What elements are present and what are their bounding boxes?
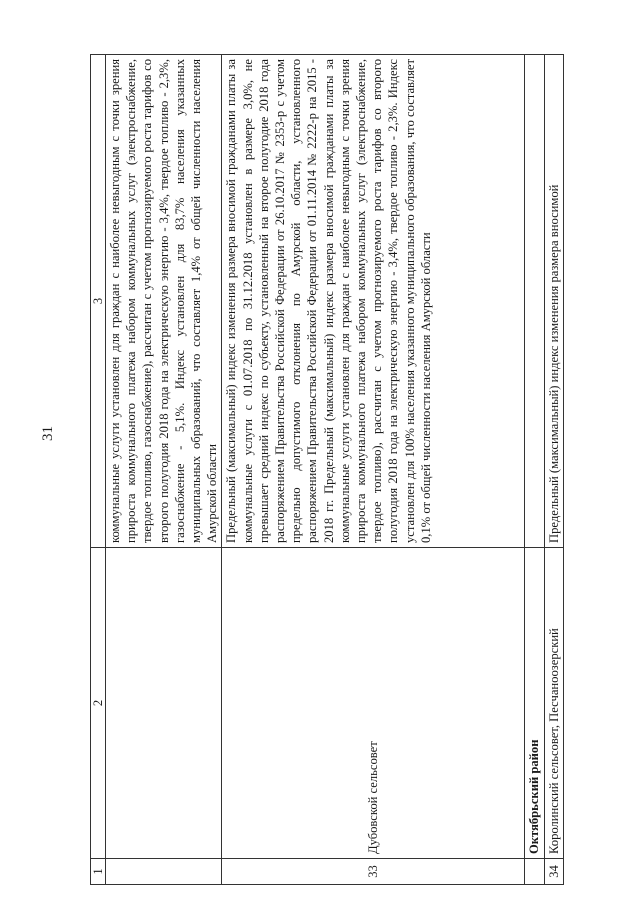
table-row bbox=[544, 55, 563, 885]
district-name: Октябрьский район bbox=[525, 548, 544, 859]
district-text-cell bbox=[525, 55, 544, 548]
table-row bbox=[222, 55, 525, 885]
row-number: 34 bbox=[544, 859, 563, 885]
municipality-name bbox=[106, 548, 222, 859]
index-description: Предельный (максимальный) индекс изменения размера вносимой гражданами платы за коммунальные услуги с 01.07.2018 по 31.12.2018 установлен в размере 3,0%, не превышает средний индекс по субъекту, установленный на второе полугодие 2018 года распоряжением Правительства Российской Федерации от 26.10.2017 № 2353-р с учетом предельно допустимого отклонения по Амурской области, установленного распоряжением Правительства Российской Федерации от 01.11.2014 № 2222-р на 2015 - 2018 гг. Предельный (максимальный) индекс размера вносимой гражданами платы за коммунальные услуги установлен для граждан с наиболее невыгодным с точки зрения прироста коммунального платежа набором коммунальных услуг (электроснабжение, твердое топливо), рассчитан с учетом прогнозируемого роста тарифов со второго полугодия 2018 года на электрическую энергию - 3,4%, твердое топливо - 2,3%. Индекс установлен для 100% населения указанного муниципального образования, что составляет 0,1% от общей численности населения Амурской области bbox=[222, 55, 525, 548]
table-header-row bbox=[91, 55, 106, 885]
row-number bbox=[106, 859, 222, 885]
district-number-cell bbox=[525, 859, 544, 885]
municipality-name: Королинский сельсовет, Песчаноозерский bbox=[544, 548, 563, 859]
index-description: Предельный (максимальный) индекс изменения размера вносимой bbox=[544, 55, 563, 548]
tariff-index-table bbox=[90, 55, 590, 885]
header-col-1: 1 bbox=[91, 859, 106, 885]
table-row bbox=[106, 55, 222, 885]
district-row bbox=[525, 55, 544, 885]
header-col-2: 2 bbox=[91, 548, 106, 859]
municipality-name: Дубовской сельсовет bbox=[222, 548, 525, 859]
header-col-3: 3 bbox=[91, 55, 106, 548]
row-number: 33 bbox=[222, 859, 525, 885]
index-description: коммунальные услуги установлен для граждан с наиболее невыгодным с точки зрения прироста коммунального платежа набором коммунальных услуг (электроснабжение, твердое топливо, газоснабжение), рассчитан с учетом прогнозируемого роста тарифов со второго полугодия 2018 года на электрическую энергию - 3,4%, твердое топливо - 2,3%, газоснабжение - 5,1%. Индекс установлен для 83,7% населения указанных муниципальных образований, что составляет 1,4% от общей численности населения Амурской области bbox=[106, 55, 222, 548]
page-number: 31 bbox=[40, 426, 56, 441]
